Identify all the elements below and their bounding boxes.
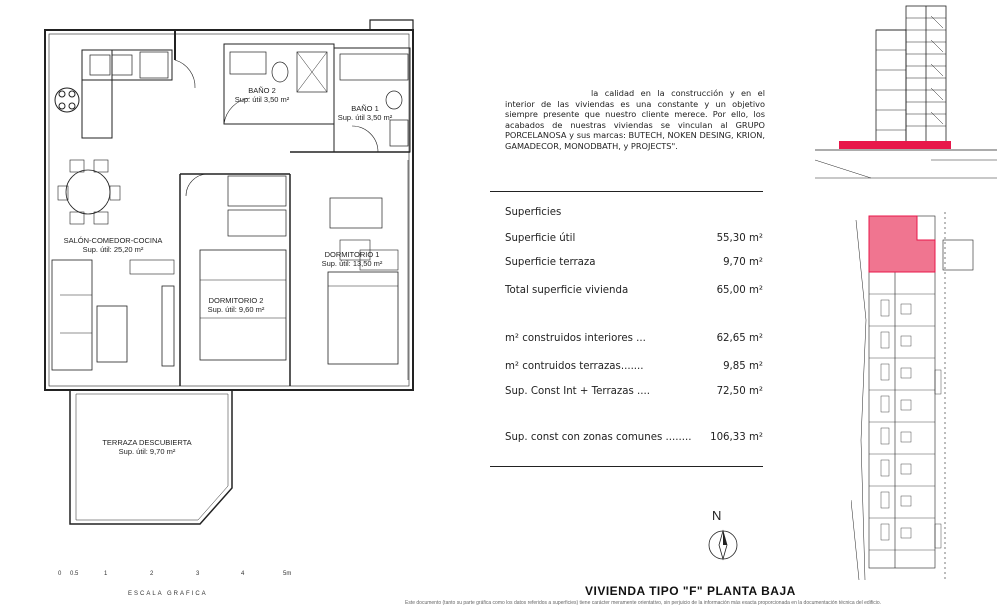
surface-row bbox=[505, 432, 763, 443]
room-name: BAÑO 2 bbox=[248, 86, 276, 95]
room-salon bbox=[58, 236, 168, 254]
site-plan bbox=[851, 200, 1001, 590]
room-terraza bbox=[92, 438, 202, 456]
surface-value: 62,65 m² bbox=[716, 333, 763, 344]
surface-row bbox=[505, 285, 763, 296]
floor-plan bbox=[0, 0, 430, 540]
surface-value: 55,30 m² bbox=[716, 233, 763, 244]
highlight-unit bbox=[869, 216, 935, 272]
scale-tick: 5m bbox=[283, 571, 292, 577]
surface-row bbox=[505, 257, 763, 268]
room-area: Sup. útil: 9,60 m² bbox=[207, 305, 265, 314]
surface-row bbox=[505, 386, 763, 397]
intro-text: la calidad en la construcción y en el interior de las viviendas es una constante y un objetivo siempre presente que nuestro cliente merece. Por ello, los acabados de nuestras viviendas se vinculan al GRUPO PORCELANOSA y sus marcas: BUTECH, NOKEN DESING, KRION, GAMADECOR, MONODBATH, y PROJECTS". bbox=[505, 88, 765, 151]
surface-value: 9,70 m² bbox=[723, 257, 763, 268]
scale-caption: ESCALA GRAFICA bbox=[128, 591, 208, 597]
room-area: Sup. útil: 13,50 m² bbox=[321, 259, 383, 268]
building-elevation bbox=[811, 0, 1001, 190]
room-bano2 bbox=[222, 86, 302, 104]
room-name: DORMITORIO 2 bbox=[208, 296, 264, 305]
scale-tick: 1 bbox=[104, 571, 108, 577]
surface-row bbox=[505, 333, 763, 344]
room-bano1 bbox=[330, 104, 400, 122]
scale-tick: 0 bbox=[58, 571, 62, 577]
disclaimer-text: Este documento (tanto su parte gráfica como los datos referidos a superficies) tiene carácter meramente orientativo, sin perjuicio de la información más exacta proporcionada en la documentación técnica del edificio. bbox=[405, 600, 882, 606]
surface-value: 72,50 m² bbox=[716, 386, 763, 397]
sheet-title: VIVIENDA TIPO "F" PLANTA BAJA bbox=[585, 584, 796, 598]
surface-label: Superficie útil bbox=[505, 233, 576, 244]
room-area: Sup. útil: 9,70 m² bbox=[118, 447, 176, 456]
scale-tick: 0.5 bbox=[70, 571, 79, 577]
surface-value: 106,33 m² bbox=[710, 432, 763, 443]
surface-label: m² contruidos terrazas....... bbox=[505, 361, 644, 372]
room-name: BAÑO 1 bbox=[351, 104, 379, 113]
north-label: N bbox=[712, 508, 722, 523]
surface-row bbox=[505, 361, 763, 372]
surface-label: Total superficie vivienda bbox=[505, 285, 629, 296]
surface-label: m² construidos interiores ... bbox=[505, 333, 646, 344]
surface-label: Superficie terraza bbox=[505, 257, 596, 268]
scale-tick: 2 bbox=[150, 571, 154, 577]
north-arrow-icon bbox=[705, 525, 741, 565]
surface-label: Sup. const con zonas comunes ........ bbox=[505, 432, 692, 443]
room-area: Sup. útil 3,50 m² bbox=[337, 113, 393, 122]
surface-label: Sup. Const Int + Terrazas .... bbox=[505, 386, 650, 397]
scale-tick: 3 bbox=[196, 571, 200, 577]
room-name: TERRAZA DESCUBIERTA bbox=[102, 438, 192, 447]
surface-row bbox=[505, 233, 763, 244]
room-dormitorio1 bbox=[312, 250, 392, 268]
surfaces-heading: Superficies bbox=[505, 207, 562, 218]
room-dormitorio2 bbox=[196, 296, 276, 314]
highlight-floor-band bbox=[839, 141, 951, 149]
scale-tick: 4 bbox=[241, 571, 245, 577]
room-name: SALÓN-COMEDOR-COCINA bbox=[63, 236, 163, 245]
room-area: Sup. útil 3,50 m² bbox=[234, 95, 290, 104]
surface-value: 65,00 m² bbox=[716, 285, 763, 296]
room-area: Sup. útil: 25,20 m² bbox=[82, 245, 144, 254]
room-name: DORMITORIO 1 bbox=[324, 250, 380, 259]
surface-value: 9,85 m² bbox=[723, 361, 763, 372]
